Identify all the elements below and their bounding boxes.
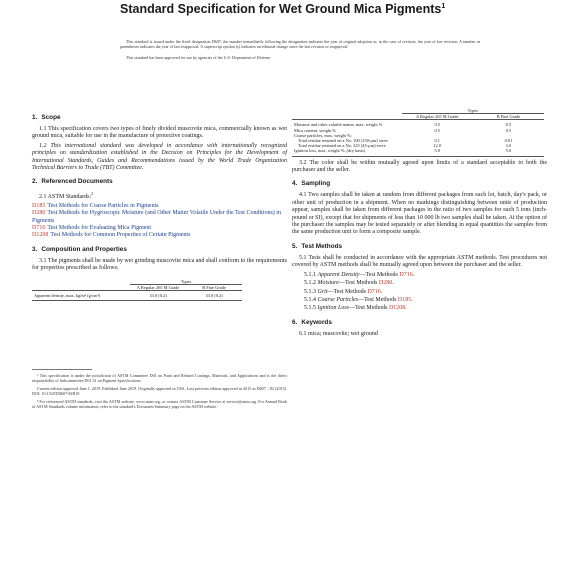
footnote: ² For referenced ASTM standards, visit the ASTM website, www.astm.org, or contact ASTM Customer Service at service@astm.org. For Annual Book of ASTM Standards volume information, refer to the standard's Document Summary page on the ASTM website.: [32, 399, 287, 410]
section-number: 6.: [292, 318, 298, 326]
item-standard-link[interactable]: D280: [378, 280, 393, 287]
section-heading-scope: [32, 114, 287, 122]
astm-standards-text: 2.1 ASTM Standards:: [39, 194, 92, 201]
intro-paragraph: This standard has been approved for use by agencies of the U.S. Department of Defense.: [126, 55, 272, 61]
item-name: Grit: [317, 288, 328, 295]
section-title: Scope: [41, 114, 61, 121]
composition-paragraph: 3.1 The pigments shall be made by wet grinding muscovite mica and shall conform to the requirements for properties prescribed as follows:: [32, 257, 287, 272]
table-cell: 0.01: [504, 138, 513, 144]
table-column-header: B Fine Grade: [186, 284, 242, 290]
section-number: 4.: [292, 180, 298, 188]
table-row-label: Total residue retained on a No. 100 (150-µm) sieve: [298, 138, 388, 144]
table-row-label: Mica content, weight %: [294, 127, 336, 133]
scope-paragraph-2: 1.2 This international standard was developed in accordance with internationally recognized principles on standardization established in the Decision on Principles for the Development of International Standards, Guides and Recommendations issued by the World Trade Organization Technical Barriers to Trade (TBT) Committee.: [32, 142, 287, 172]
table-cell: 0.5: [473, 120, 544, 128]
reference-code[interactable]: D716: [32, 225, 46, 232]
item-standard-link[interactable]: D716: [367, 288, 381, 295]
table-cell: 0.5: [402, 120, 473, 128]
item-standard-link[interactable]: D716: [399, 271, 413, 278]
scope-paragraph-1: 1.1 This specification covers two types of finely divided muscovite mica, commercially known as wet ground mica, suitable for use in the manufacture of protective coatings.: [32, 126, 287, 140]
table-cell: 33.0 (0.2): [186, 291, 242, 301]
test-method-item: 5.1.5 Ignition Loss—Test Methods D1208.: [304, 305, 407, 312]
table-cell: 3.0: [505, 143, 512, 149]
sampling-paragraph: 4.1 Two samples shall be taken at random from different packages from each lot, batch, day's pack, or other unit of production in a shipment. When no markings distinguishing between units of production appear, samples shall be taken from different packages in the ratio of two samples for each 5 tons (inch-pound or SI), except that for shipments of less than 10 000 lb two samples shall be taken. At the option of the purchaser the samples may be tested separately or after blending in equal quantities the samples from the same production unit to form a composite sample.: [292, 192, 547, 236]
section-number: 5.: [292, 242, 298, 250]
item-number: 5.1.4: [304, 296, 316, 303]
item-number: 5.1.5: [304, 305, 316, 312]
footnote-divider: [32, 369, 92, 370]
section-heading-referenced-documents: [32, 178, 287, 186]
item-number: 5.1.2: [304, 280, 316, 287]
table-cell: 0.5: [434, 127, 440, 133]
reference-code[interactable]: D1208: [32, 232, 49, 239]
title-text: Standard Specification for Wet Ground Mica Pigments: [120, 2, 442, 17]
table-row-label: Coarse particles, max, weight %:: [294, 132, 353, 138]
table-row-label: Total residue retained on a No. 325 (45-µm) sieve: [298, 143, 386, 149]
section-heading-sampling: [292, 180, 547, 188]
table-cell: 12.0: [433, 143, 442, 149]
astm-standards-label: [32, 190, 287, 201]
section-title: Referenced Documents: [41, 178, 113, 186]
table-caption: Types: [130, 279, 242, 285]
composition-table: [32, 279, 242, 302]
table-cell: 0.5: [505, 127, 512, 133]
intro-block: [120, 39, 480, 67]
section-heading-composition: [32, 246, 287, 254]
reference-item[interactable]: [32, 232, 287, 239]
reference-list: [32, 203, 287, 240]
item-standard-link[interactable]: D185: [397, 296, 412, 303]
section-title: Sampling: [301, 180, 331, 188]
table-row-label: Ignition loss, max, weight %, (dry basis): [292, 148, 402, 156]
reference-title[interactable]: Test Methods for Evaluating Mica Pigment: [47, 225, 152, 232]
reference-code[interactable]: D185: [32, 202, 46, 209]
left-column: [32, 108, 287, 412]
test-methods-paragraph: 5.1 Tests shall be conducted in accordance with the appropriate ASTM methods. Test procedures not covered by ASTM methods shall be mutually agreed upon between the purchaser and the seller.: [292, 254, 547, 269]
properties-table: [292, 108, 544, 157]
footnote: ¹ This specification is under the jurisdiction of ASTM Committee D01 on Paint and Related Coatings, Materials, and Applications and is the direct responsibility of Subcommittee D01.31 on Pigment Specifications.: [32, 373, 287, 384]
section-heading-test-methods: [292, 243, 547, 251]
table-cell: 0.1: [434, 138, 440, 144]
item-name: Coarse Particles: [317, 296, 358, 303]
table-row-label: Moisture and other volatile matter, max, weight %: [292, 120, 402, 128]
item-method: Test Methods: [365, 271, 398, 278]
item-method: Test Methods: [344, 280, 378, 287]
test-method-item: 5.1.1 Apparent Density—Test Methods D716.: [304, 271, 415, 278]
keywords-paragraph: 6.1 mica; muscovite; wet ground: [299, 330, 378, 337]
table-row-label: Apparent density, max, kg/m³ (g/cm³): [32, 291, 130, 301]
section-title: Keywords: [301, 318, 332, 326]
section-heading-keywords: [292, 319, 547, 327]
table-cell: 33.0 (0.2): [130, 291, 186, 301]
section-number: 3.: [32, 245, 38, 253]
reference-item[interactable]: [32, 210, 287, 225]
test-method-item: 5.1.4 Coarse Particles—Test Methods D185.: [304, 296, 413, 303]
table-row: [32, 291, 242, 301]
section-title: Test Methods: [301, 242, 343, 250]
reference-code[interactable]: D280: [32, 210, 46, 217]
test-method-item: 5.1.3 Grit—Test Methods D716.: [304, 288, 383, 295]
item-number: 5.1.1: [304, 271, 316, 278]
color-paragraph: 3.2 The color shall be within mutually agreed upon limits of a standard acceptable to both the purchaser and the seller.: [292, 159, 547, 174]
table-row: [292, 120, 544, 128]
table-caption: Types: [402, 108, 544, 114]
item-method: Test Methods: [364, 296, 397, 303]
reference-title[interactable]: Test Methods for Coarse Particles in Pigments: [47, 202, 159, 209]
table-row: [292, 148, 544, 156]
reference-title[interactable]: Test Methods for Common Properties of Certain Pigments: [50, 232, 191, 239]
section-number: 1.: [32, 114, 38, 121]
table-column-header: B Fine Grade: [473, 114, 544, 120]
item-method: Test Methods: [333, 288, 366, 295]
item-name: Ignition Loss: [317, 305, 350, 312]
test-method-item: 5.1.2 Moisture—Test Methods D280.: [304, 280, 394, 287]
table-column-header: A Regular 265 M Grade: [402, 114, 473, 120]
table-cell: 5.0: [473, 148, 544, 156]
footnote-marker: 2: [91, 191, 94, 197]
footnote: Current edition approved June 1, 2019. Published June 2019. Originally approved in 1941. Last previous edition approved in 2015 as D607 – 82 (2015). DOI: 10.1520/D0607-82R19.: [32, 386, 287, 397]
section-number: 2.: [32, 178, 38, 186]
item-number: 5.1.3: [304, 288, 316, 295]
document-title: [120, 0, 480, 16]
item-name: Apparent Density: [317, 271, 360, 278]
right-column: [292, 108, 547, 340]
section-title: Composition and Properties: [41, 245, 127, 253]
reference-title[interactable]: Test Methods for Hygroscopic Moisture (and Other Matter Volatile Under the Test Conditions) in Pigments: [32, 210, 281, 224]
table-column-header: A Regular 265 M Grade: [130, 284, 186, 290]
title-footnote-marker: 1: [441, 3, 446, 10]
intro-paragraph: This standard is issued under the fixed designation D607; the number immediately following the designation indicates the year of original adoption or, in the case of revision, the year of last revision. A number in parentheses indicates the year of last reapproval. A superscript epsilon (ε) indicates an editorial change since the last revision or reapproval.: [120, 39, 480, 50]
item-method: Test Methods: [355, 305, 388, 312]
item-name: Moisture: [317, 280, 339, 287]
test-method-list: [304, 272, 547, 313]
table-cell: 5.0: [402, 148, 473, 156]
item-standard-link[interactable]: D1208: [388, 305, 406, 312]
